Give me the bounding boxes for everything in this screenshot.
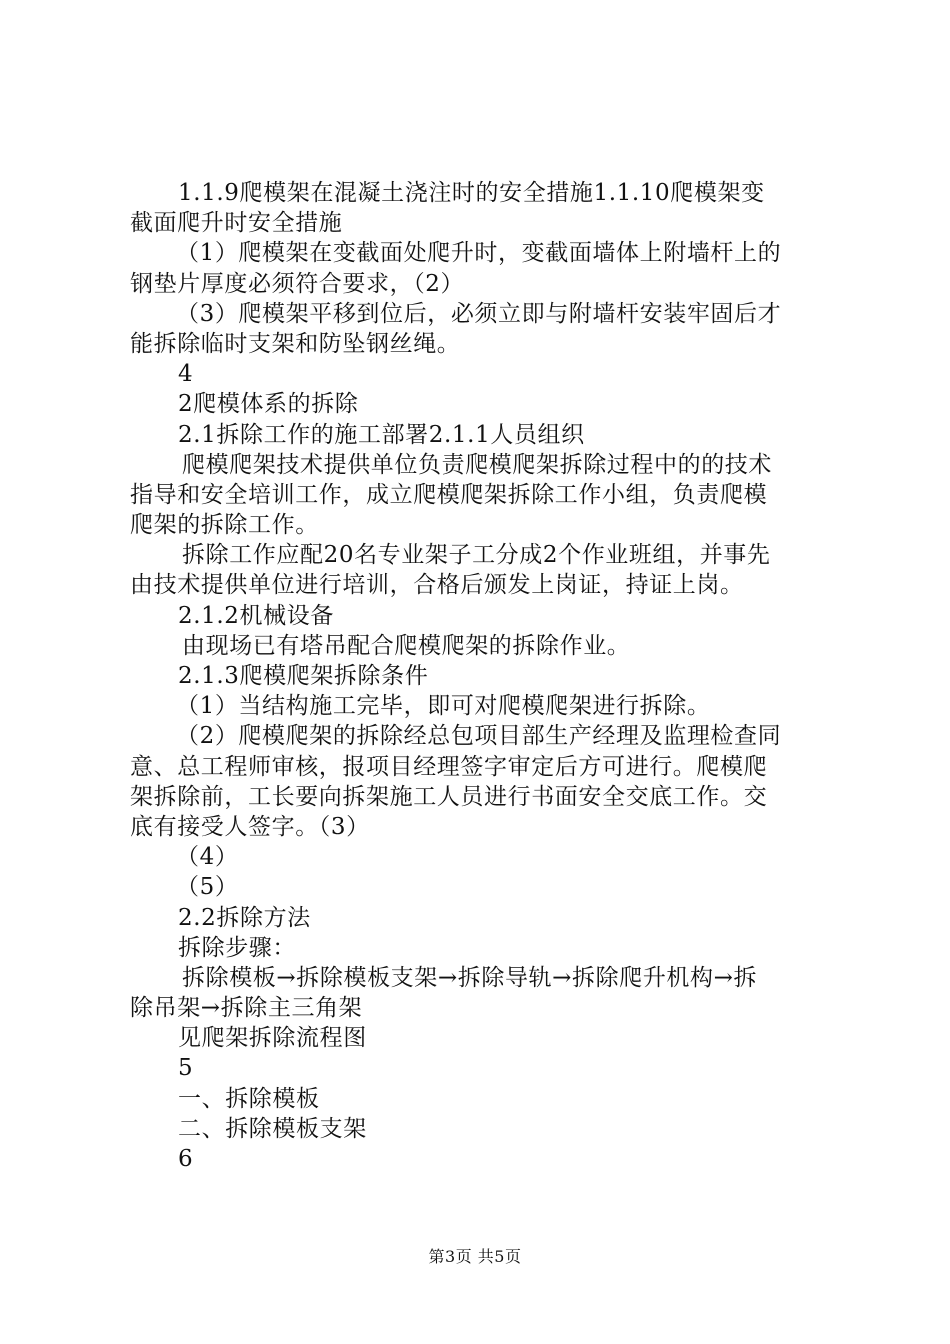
text-line: 除吊架→拆除主三角架 xyxy=(130,995,363,1022)
page-number-marker: 5 xyxy=(178,1055,194,1082)
document-body xyxy=(130,178,830,1174)
subsection-heading: 2.1.2机械设备 xyxy=(178,602,334,629)
text-line: 拆除模板→拆除模板支架→拆除导轨→拆除爬升机构→拆 xyxy=(182,964,758,991)
text-line: 底有接受人签字。（3） xyxy=(130,813,370,840)
text-line: 由技术提供单位进行培训，合格后颁发上岗证，持证上岗。 xyxy=(130,572,744,599)
text-line: 由现场已有塔吊配合爬模爬架的拆除作业。 xyxy=(182,632,631,659)
subsection-heading: 2.1.3爬模爬架拆除条件 xyxy=(178,663,429,689)
text-line: 钢垫片厚度必须符合要求，（2） xyxy=(130,270,465,297)
text-line: 爬架的拆除工作。 xyxy=(130,512,319,539)
subsection-heading: 2.1拆除工作的施工部署2.1.1人员组织 xyxy=(178,421,585,448)
text-line: 截面爬升时安全措施 xyxy=(130,210,343,237)
text-line: 见爬架拆除流程图 xyxy=(178,1025,367,1052)
text-line: （2）爬模爬架的拆除经总包项目部生产经理及监理检查同 xyxy=(176,723,782,750)
text-line: 爬模爬架技术提供单位负责爬模爬架拆除过程中的的技术 xyxy=(182,451,772,478)
text-line: 意、总工程师审核，报项目经理签字审定后方可进行。爬模爬 xyxy=(130,753,768,780)
text-line: 能拆除临时支架和防坠钢丝绳。 xyxy=(130,330,461,357)
text-line: 拆除工作应配20名专业架子工分成2个作业班组，并事先 xyxy=(182,542,771,569)
text-line: （5） xyxy=(176,874,239,901)
text-line: 一、拆除模板 xyxy=(178,1085,320,1112)
text-line: （4） xyxy=(176,844,239,871)
text-line: 架拆除前，工长要向拆架施工人员进行书面安全交底工作。交 xyxy=(130,783,768,810)
page-number-marker: 6 xyxy=(178,1146,194,1172)
subsection-heading: 2.2拆除方法 xyxy=(178,904,311,931)
page-footer: 第3页 共5页 xyxy=(428,1247,522,1266)
text-line: （3）爬模架平移到位后，必须立即与附墙杆安装牢固后才 xyxy=(176,300,782,327)
text-line: 指导和安全培训工作，成立爬模爬架拆除工作小组，负责爬模 xyxy=(130,481,768,508)
text-line: （1）当结构施工完毕，即可对爬模爬架进行拆除。 xyxy=(176,693,711,720)
page-number-marker: 4 xyxy=(178,361,194,388)
text-line: 二、拆除模板支架 xyxy=(178,1115,367,1142)
text-line: （1）爬模架在变截面处爬升时，变截面墙体上附墙杆上的 xyxy=(176,240,782,267)
section-heading: 2爬模体系的拆除 xyxy=(178,391,359,418)
text-line: 拆除步骤： xyxy=(178,934,296,961)
text-line: 1.1.9爬模架在混凝土浇注时的安全措施1.1.10爬模架变 xyxy=(178,180,765,206)
